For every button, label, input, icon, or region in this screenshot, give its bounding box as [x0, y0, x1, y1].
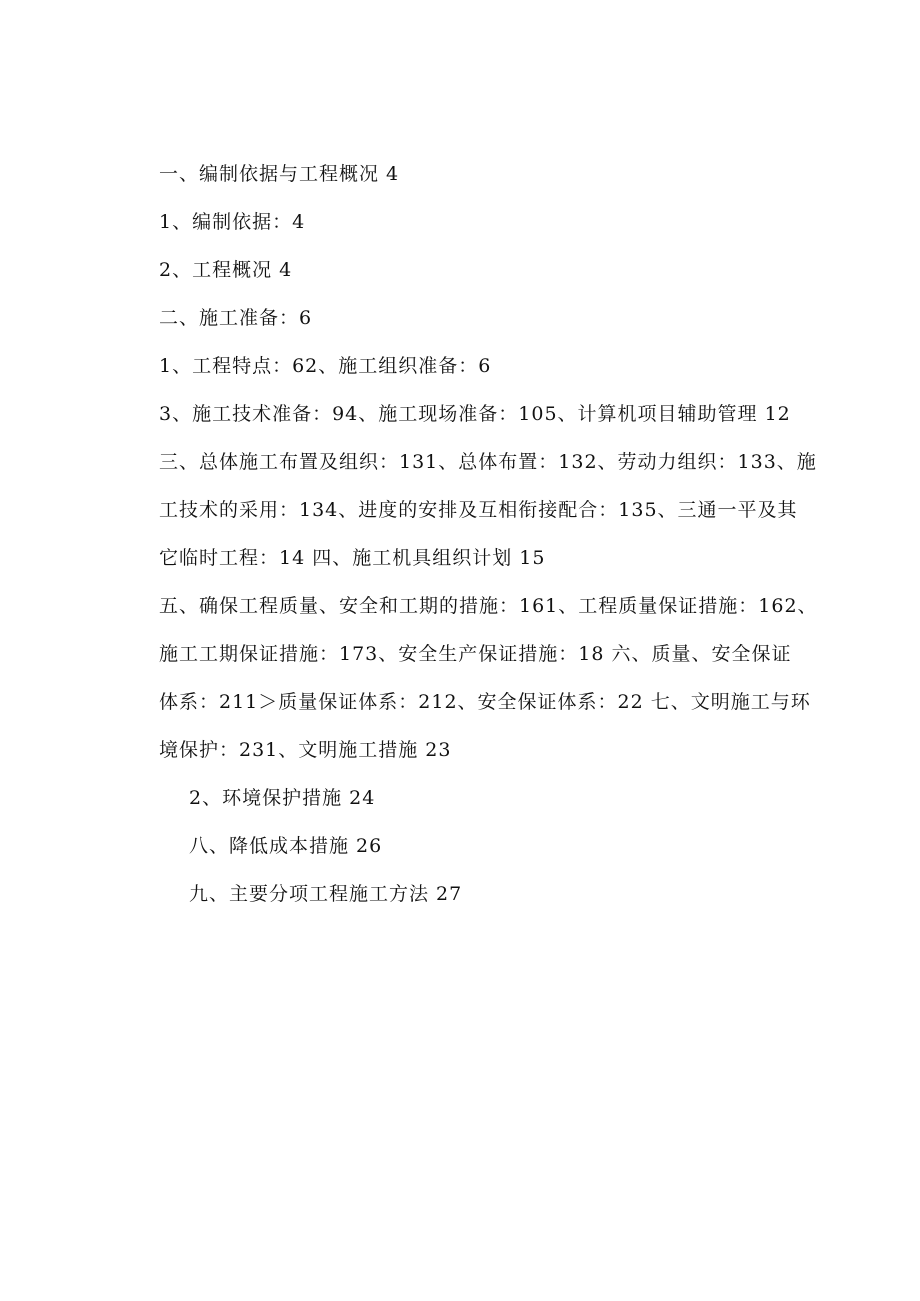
toc-paragraph-layout-organization [159, 446, 817, 574]
toc-entry-technical-preparation: 3、施工技术准备：94、施工现场准备：105、计算机项目辅助管理 12 [159, 403, 791, 425]
toc-entry-project-overview: 2、工程概况 4 [159, 259, 293, 281]
toc-entry-compile-basis-overview: 一、编制依据与工程概况 4 [159, 163, 400, 185]
toc-paragraph-line: 三、总体施工布置及组织：131、总体布置：132、劳动力组织：133、施 [159, 451, 817, 473]
toc-paragraph-line: 工技术的采用：134、进度的安排及互相衔接配合：135、三通一平及其 [159, 499, 798, 521]
toc-entry-construction-preparation: 二、施工准备：6 [159, 307, 313, 329]
toc-entry-compile-basis: 1、编制依据：4 [159, 211, 306, 233]
toc-paragraph-quality-safety [159, 590, 818, 766]
toc-entry-project-features: 1、工程特点：62、施工组织准备：6 [159, 355, 492, 377]
toc-entry-environment-protection: 2、环境保护措施 24 [189, 787, 376, 809]
toc-paragraph-line: 施工工期保证措施：173、安全生产保证措施：18 六、质量、安全保证 [159, 643, 792, 665]
toc-paragraph-line: 它临时工程：14 四、施工机具组织计划 15 [159, 547, 546, 569]
table-of-contents [159, 158, 818, 926]
toc-paragraph-line: 境保护：231、文明施工措施 23 [159, 739, 452, 761]
toc-paragraph-line: 五、确保工程质量、安全和工期的措施：161、工程质量保证措施：162、 [159, 595, 818, 617]
toc-paragraph-line: 体系：211＞质量保证体系：212、安全保证体系：22 七、文明施工与环 [159, 691, 811, 713]
toc-entry-construction-methods: 九、主要分项工程施工方法 27 [189, 883, 463, 905]
toc-entry-cost-reduction: 八、降低成本措施 26 [189, 835, 383, 857]
